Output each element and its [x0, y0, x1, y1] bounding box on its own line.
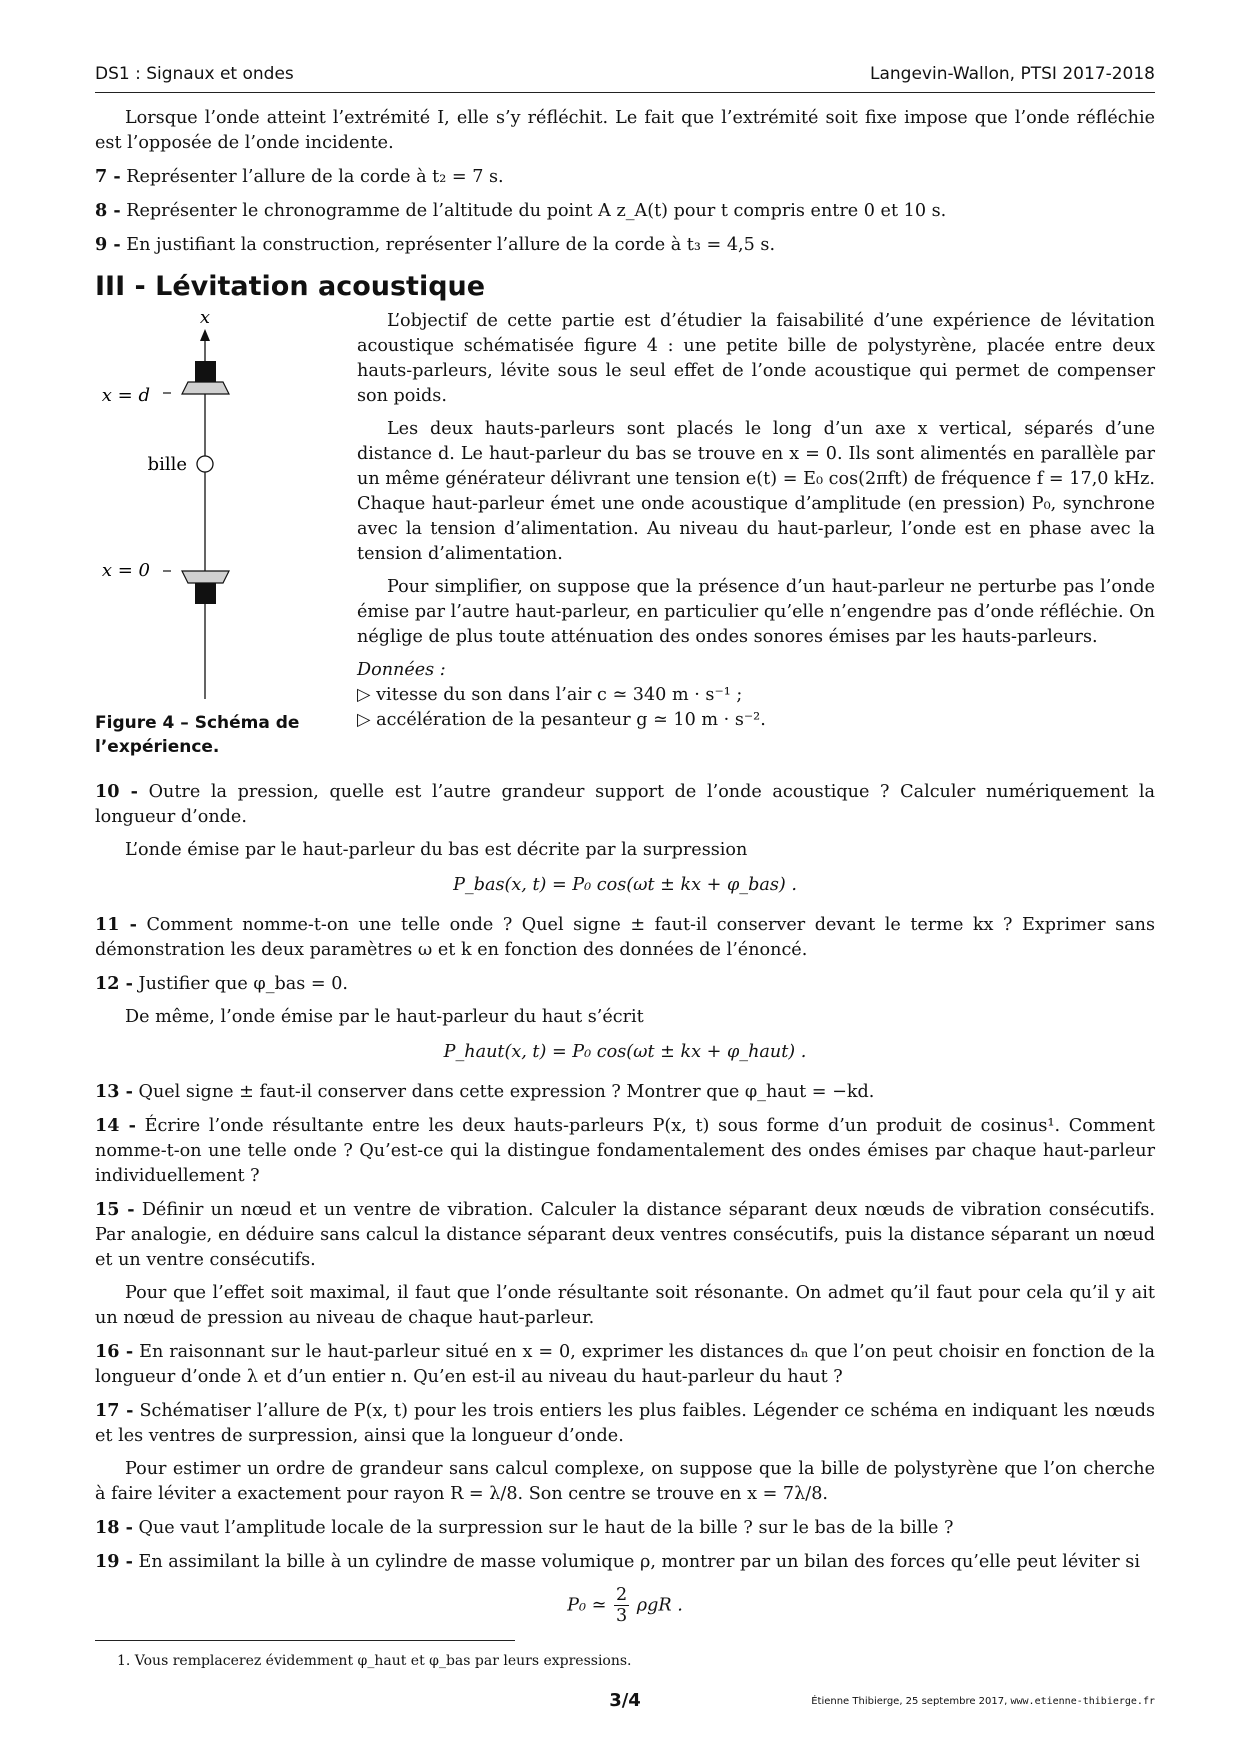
question-number: 7 - [95, 166, 121, 187]
equation-lhs: P₀ ≃ [567, 1595, 607, 1616]
question-11 [95, 912, 1155, 963]
figure-caption-text: Figure 4 – Schéma de l’expérience. [95, 713, 300, 757]
question-text: En raisonnant sur le haut-parleur situé en x = 0, exprimer les distances dₙ que l’on peut choisir en fonction de la longueur d’onde λ et d’un entier n. Qu’en est-il au niveau du haut-parleur du haut ? [95, 1342, 1156, 1387]
question-16 [95, 1339, 1155, 1390]
question-7 [95, 164, 1155, 190]
equation-p-bas: P_bas(x, t) = P₀ cos(ωt ± kx + φ_bas) . [453, 875, 797, 895]
intro-paragraph: Lorsque l’onde atteint l’extrémité I, elle s’y réfléchit. Le fait que l’extrémité soit fixe impose que l’onde réfléchie est l’opposée de l’onde incidente. [95, 108, 1155, 153]
page-number: 3/4 [609, 1690, 641, 1711]
paragraph-assumptions: Pour simplifier, on suppose que la présence d’un haut-parleur ne perturbe pas l’onde émise par l’autre haut-parleur, en particulier qu’elle n’engendre pas d’onde réfléchie. On néglige de plus toute atténuation des ondes sonores émises par les hauts-parleurs. [357, 577, 1155, 647]
question-text: Quel signe ± faut-il conserver dans cette expression ? Montrer que φ_haut = −kd. [138, 1082, 875, 1102]
page-header [95, 62, 1155, 93]
credit-url[interactable]: www.etienne-thibierge.fr [1010, 1696, 1155, 1707]
question-text: Outre la pression, quelle est l’autre grandeur support de l’onde acoustique ? Calculer numériquement la longueur d’onde. [95, 782, 1155, 827]
top-position-label: x = d [101, 385, 150, 406]
question-number: 17 - [95, 1400, 134, 1421]
paragraph-setup: Les deux hauts-parleurs sont placés le long d’un axe x vertical, séparés d’une distance d. Le haut-parleur du bas se trouve en x = 0. Ils sont alimentés en parallèle par un même générateur délivrant une tension e(t) = E₀ cos(2πft) de fréquence f = 17,0 kHz. Chaque haut-parleur émet une onde acoustique d’amplitude (en pression) P₀, synchrone avec la tension d’alimentation. Au niveau du haut-parleur, l’onde est en phase avec la tension d’alimentation. [357, 419, 1155, 564]
ball-label: bille [147, 454, 187, 475]
experiment-description [357, 309, 1155, 733]
question-number: 19 - [95, 1551, 133, 1572]
paragraph-top-wave: De même, l’onde émise par le haut-parleur du haut s’écrit [125, 1007, 644, 1027]
question-text: En justifiant la construction, représenter l’allure de la corde à t₃ = 4,5 s. [126, 235, 776, 255]
question-number: 13 - [95, 1081, 133, 1102]
question-number: 8 - [95, 200, 121, 221]
bottom-speaker-magnet [195, 583, 216, 604]
top-speaker-cone [182, 382, 229, 394]
fraction [614, 1585, 629, 1626]
question-text: Schématiser l’allure de P(x, t) pour les trois entiers les plus faibles. Légender ce schéma en indiquant les nœuds et les ventres de surpression, ainsi que la longueur d’onde. [95, 1401, 1155, 1446]
question-9 [95, 232, 1155, 258]
question-text: Définir un nœud et un ventre de vibration. Calculer la distance séparant deux nœuds de vibration consécutifs. Par analogie, en déduire sans calcul la distance séparant deux ventres consécutifs, puis la distance séparant un nœud et un ventre consécutifs. [95, 1200, 1155, 1270]
footnote: 1. Vous remplacerez évidemment φ_haut et φ_bas par leurs expressions. [117, 1653, 632, 1669]
question-number: 9 - [95, 234, 121, 255]
page-footer [95, 1690, 1155, 1714]
equation-levitation [95, 1585, 1155, 1626]
question-number: 12 - [95, 973, 133, 994]
credit [811, 1696, 1155, 1707]
ball-icon [197, 456, 213, 472]
question-number: 10 - [95, 781, 138, 802]
figure-caption [95, 711, 325, 759]
top-speaker-magnet [195, 361, 216, 382]
question-13 [95, 1079, 1155, 1105]
question-17 [95, 1398, 1155, 1449]
question-text: Comment nomme-t-on une telle onde ? Quel signe ± faut-il conserver devant le terme kx ? Exprimer sans démonstration les deux paramètres ω et k en fonction des données de l’énoncé. [95, 915, 1156, 960]
question-number: 14 - [95, 1115, 136, 1136]
data-item-sound-speed: ▷ vitesse du son dans l’air c ≃ 340 m · s⁻¹ ; [357, 685, 743, 705]
question-14 [95, 1113, 1155, 1189]
question-18 [95, 1515, 1155, 1541]
bottom-position-label: x = 0 [101, 560, 150, 581]
axis-arrow-icon [200, 329, 210, 341]
paragraph-resonance: Pour que l’effet soit maximal, il faut que l’onde résultante soit résonante. On admet qu’il faut pour cela qu’il y ait un nœud de pression au niveau de chaque haut-parleur. [95, 1283, 1155, 1328]
header-course: Langevin-Wallon, PTSI 2017-2018 [870, 64, 1155, 84]
question-number: 15 - [95, 1199, 135, 1220]
question-text: Écrire l’onde résultante entre les deux hauts-parleurs P(x, t) sous forme d’un produit de cosinus¹. Comment nomme-t-on une telle onde ? Qu’est-ce qui la distingue fondamentalement des ondes émises par chaque haut-parleur individuellement ? [95, 1116, 1155, 1186]
paragraph-ball-size: Pour estimer un ordre de grandeur sans calcul complexe, on suppose que la bille de polystyrène que l’on cherche à faire léviter a exactement pour rayon R = λ/8. Son centre se trouve en x = 7λ/8. [95, 1459, 1155, 1504]
question-12 [95, 971, 1155, 997]
document-body [95, 106, 1155, 1674]
axis-label: x [199, 309, 211, 328]
question-text: Représenter le chronogramme de l’altitude du point A z_A(t) pour t compris entre 0 et 10 s. [126, 201, 947, 221]
experiment-block [95, 309, 1155, 779]
question-text: En assimilant la bille à un cylindre de masse volumique ρ, montrer par un bilan des forces qu’elle peut léviter si [138, 1552, 1140, 1572]
question-15 [95, 1197, 1155, 1273]
paragraph-bottom-wave: L’onde émise par le haut-parleur du bas est décrite par la surpression [125, 840, 748, 860]
header-title: DS1 : Signaux et ondes [95, 64, 294, 84]
question-text: Justifier que φ_bas = 0. [138, 974, 348, 994]
equation-rhs: ρgR . [636, 1595, 683, 1616]
figure-4 [95, 309, 325, 779]
paragraph-objective: L’objectif de cette partie est d’étudier la faisabilité d’une expérience de lévitation acoustique schématisée figure 4 : une petite bille de polystyrène, placée entre deux hauts-parleurs, lévite sous le seul effet de l’onde acoustique qui permet de compenser son poids. [357, 311, 1155, 406]
levitation-diagram [95, 309, 325, 709]
fraction-denominator: 3 [615, 1606, 628, 1626]
question-number: 16 - [95, 1341, 134, 1362]
question-number: 11 - [95, 914, 137, 935]
bottom-speaker-cone [182, 571, 229, 583]
footnote-rule [95, 1640, 515, 1641]
fraction-numerator: 2 [615, 1585, 628, 1605]
data-title: Données : [357, 660, 446, 680]
question-text: Que vaut l’amplitude locale de la surpression sur le haut de la bille ? sur le bas de la bille ? [138, 1518, 954, 1538]
credit-name: Étienne Thibierge, 25 septembre 2017, [811, 1696, 1008, 1707]
question-19 [95, 1549, 1155, 1575]
question-10 [95, 779, 1155, 830]
data-list [357, 658, 1155, 733]
data-item-gravity: ▷ accélération de la pesanteur g ≃ 10 m · s⁻². [357, 710, 766, 730]
question-text: Représenter l’allure de la corde à t₂ = 7 s. [126, 167, 504, 187]
question-number: 18 - [95, 1517, 133, 1538]
question-8 [95, 198, 1155, 224]
equation-p-haut: P_haut(x, t) = P₀ cos(ωt ± kx + φ_haut) . [443, 1042, 807, 1062]
section-title: III - Lévitation acoustique [95, 271, 486, 302]
